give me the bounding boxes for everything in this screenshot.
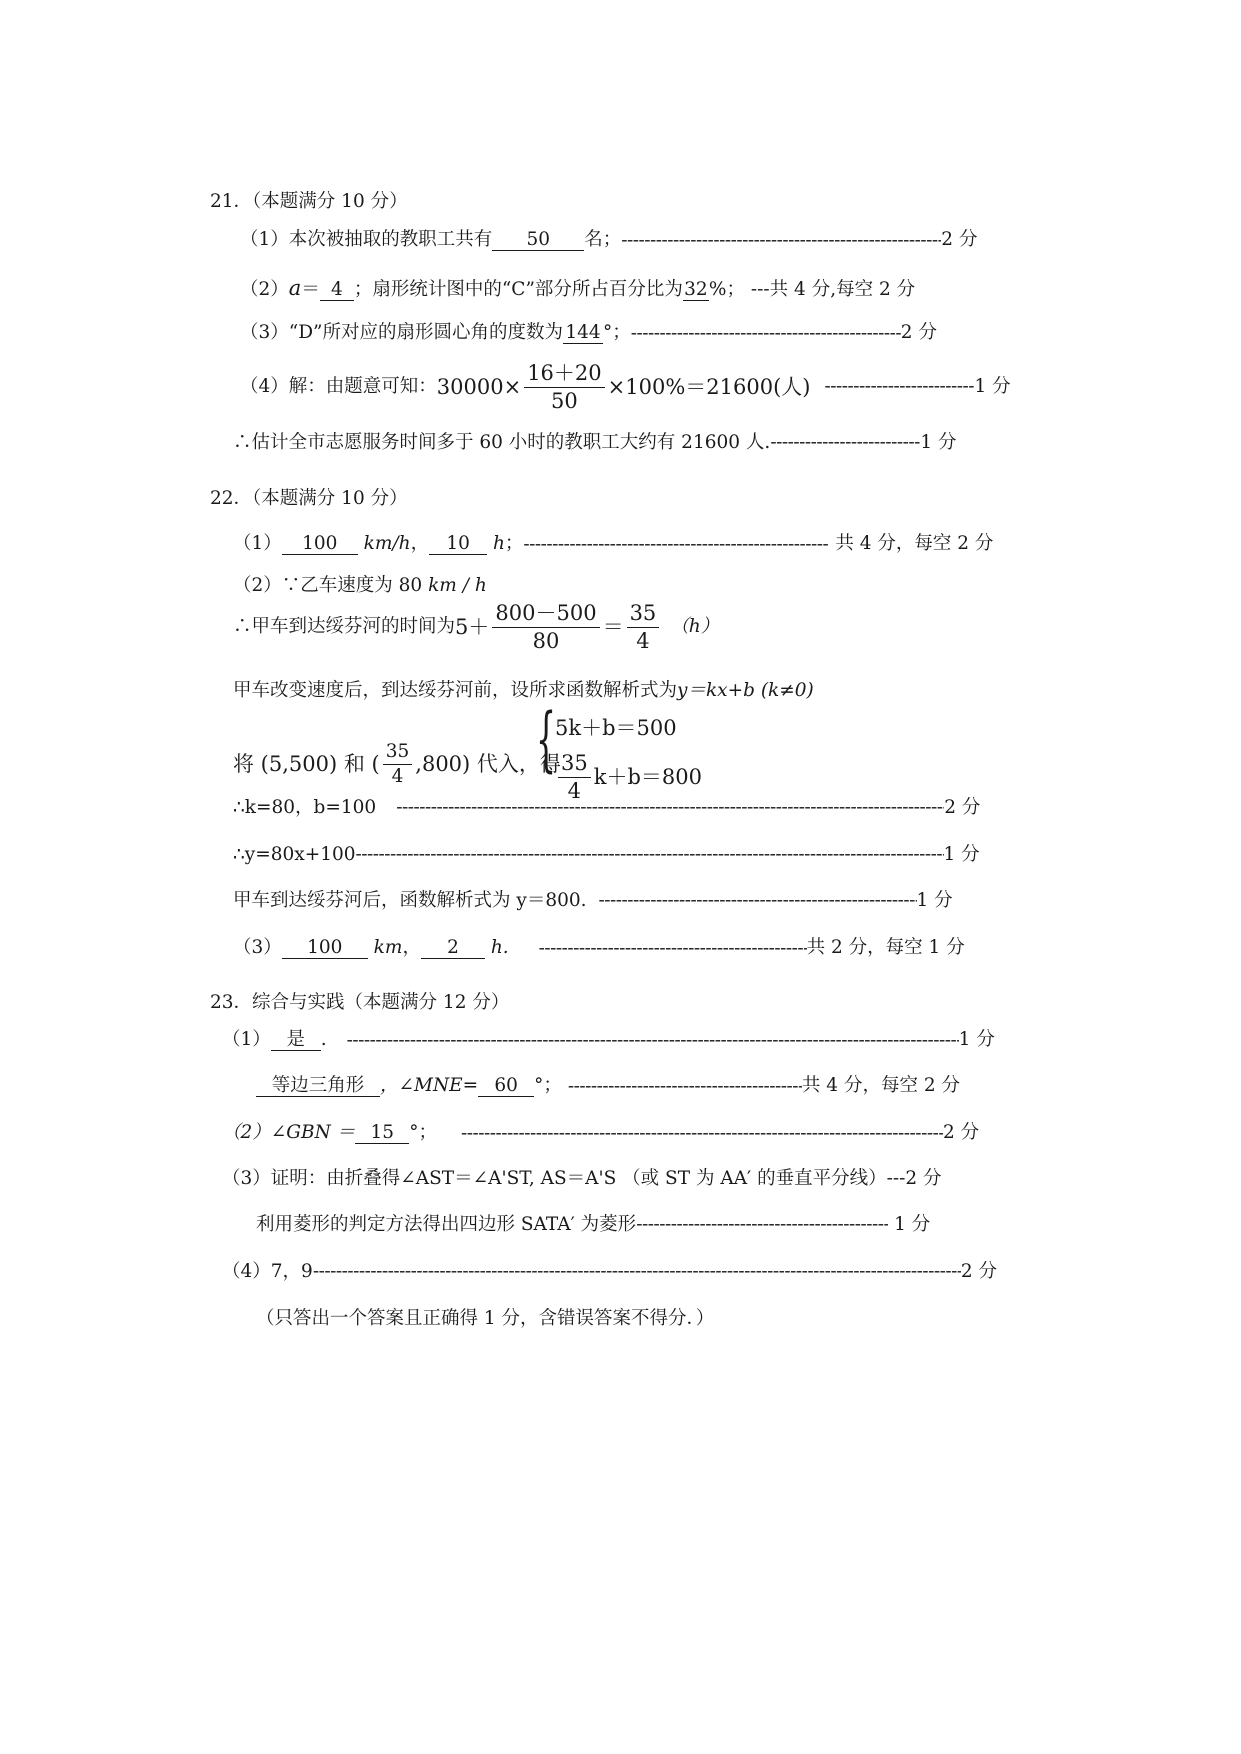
dash-leader <box>631 325 901 344</box>
q23-answer-angle: 60 <box>478 1077 534 1097</box>
q23-answer-shape: 等边三角形 <box>256 1077 380 1097</box>
fraction: $\frac{35}{4}$ <box>558 752 591 803</box>
fraction: $\frac{35}{4}$ <box>383 742 413 788</box>
score-label: 2 分 <box>960 1261 997 1282</box>
q22-answer-time: 10 <box>429 535 487 555</box>
q21-header: 21．（本题满分 10 分） <box>210 191 408 212</box>
q23-part2: （2）∠GBN ＝ 15 °；----- 2 分 <box>222 1124 979 1144</box>
score-label: 1 分 <box>974 376 1011 398</box>
q23-part1: （1） 是 .----- 1 分 <box>222 1031 995 1051</box>
q23-part3b: 利用菱形的判定方法得出四边形 SATA′ 为菱形----- 1 分 <box>256 1216 930 1235</box>
q21-answer-a: 4 <box>320 281 354 301</box>
fraction: $\frac{35}{4}$ <box>627 602 660 653</box>
score-label: 共 4 分，每空 2 分 <box>801 1075 960 1096</box>
q23-answer-1: 是 <box>271 1031 321 1051</box>
q21-part4: （4）解：由题意可知： 30000× $\frac{16+20}{50}$ ×100%＝21600(人) ----- 1 分 <box>240 362 1011 413</box>
q23-note: （只答出一个答案且正确得 1 分，含错误答案不得分．） <box>256 1308 715 1329</box>
score-label: 1 分 <box>920 432 957 453</box>
q22-header: 22．（本题满分 10 分） <box>210 488 408 509</box>
score-label: 2 分 <box>944 797 981 818</box>
q21-answer-3: 144 <box>563 324 603 344</box>
score-label: ---2 分 <box>886 1168 942 1189</box>
score-label: 共 2 分，每空 1 分 <box>806 937 965 958</box>
system-brace: { <box>536 698 557 780</box>
q22-answer-3a: 100 <box>282 939 368 959</box>
q22-part2-kb: ∴k=80，b=100----- 2 分 <box>233 799 980 818</box>
score-label: 共 4 分，每空 2 分 <box>835 533 994 554</box>
dash-leader <box>356 846 944 865</box>
dash-leader <box>621 232 941 251</box>
q21-answer-1: 50 <box>492 231 584 251</box>
score-label: 1 分 <box>958 1029 995 1050</box>
q22-part2-function: ∴y=80x+100----- 1 分 <box>233 846 980 865</box>
dash-leader <box>461 1125 943 1144</box>
q22-part2-given: （2）∵乙车速度为 80 km / h <box>233 575 487 596</box>
q22-part3: （3） 100 km， 2 h.----- 共 2 分，每空 1 分 <box>233 939 965 959</box>
score-label: 2 分 <box>941 229 978 250</box>
dash-leader <box>636 1216 888 1235</box>
system-equation-1: 5k＋b＝500 <box>555 716 677 740</box>
score-label: 2 分 <box>900 322 937 343</box>
dash-leader <box>347 1032 959 1051</box>
q23-answer-2: 15 <box>355 1124 409 1144</box>
score-label: 1 分 <box>894 1214 931 1235</box>
q22-part1: （1） 100 km/h， 10 h；----- 共 4 分，每空 2 分 <box>233 535 993 555</box>
dash-leader <box>523 536 829 555</box>
q22-answer-speed: 100 <box>282 535 358 555</box>
q21-part3: （3）“D”所对应的扇形圆心角的度数为 144 °；----- 2 分 <box>240 324 937 344</box>
score-label: 2 分 <box>942 1122 980 1143</box>
q22-part2-time: ∴甲车到达绥芬河的时间为 5＋ $\frac{800-500}{80}$ ＝ $\frac{35}{4}$ （h） <box>233 601 720 654</box>
system-equation-2: $\frac{35}{4}$ k＋b＝800 <box>555 752 702 803</box>
fraction: $\frac{800-500}{80}$ <box>492 602 599 653</box>
fraction: $\frac{16+20}{50}$ <box>524 362 604 413</box>
q21-part2: （2）a＝ 4 ；扇形统计图中的“C”部分所占百分比为32%； ---共 4 分,每空 2 分 <box>240 276 916 300</box>
q23-part1b: 等边三角形 ，∠MNE= 60 °；----- 共 4 分，每空 2 分 <box>256 1077 960 1097</box>
score-label: ---共 4 分,每空 2 分 <box>750 279 916 300</box>
q23-part4: （4）7，9----- 2 分 <box>222 1263 997 1282</box>
q23-header: 23．综合与实践（本题满分 12 分） <box>210 992 510 1013</box>
q22-part2-substitute: 将 (5,500) 和 ( $\frac{35}{4}$ ,800) 代入，得 <box>233 741 561 788</box>
q22-answer-3b: 2 <box>421 939 485 959</box>
score-label: 1 分 <box>943 844 980 865</box>
dash-leader <box>824 378 974 397</box>
dash-leader <box>599 892 917 911</box>
dash-leader <box>396 799 944 818</box>
q21-answer-pct: 32 <box>684 279 708 300</box>
q22-part2-setup: 甲车改变速度后，到达绥芬河前，设所求函数解析式为y＝kx+b (k≠0) <box>233 680 814 701</box>
dash-leader <box>313 1263 961 1282</box>
dash-leader <box>568 1078 802 1097</box>
q23-part3: （3）证明：由折叠得∠AST＝∠A'ST, AS＝A'S （或 ST 为 AA′ 的垂直平分线）---2 分 <box>222 1168 942 1189</box>
q21-conclusion: ∴估计全市志愿服务时间多于 60 小时的教职工大约有 21600 人.----- 1 分 <box>233 434 956 453</box>
dash-leader <box>770 434 920 453</box>
dash-leader <box>539 940 807 959</box>
score-label: 1 分 <box>916 890 953 911</box>
q22-part2-after: 甲车到达绥芬河后，函数解析式为 y＝800.----- 1 分 <box>233 892 953 911</box>
q21-part1: （1）本次被抽取的教职工共有 50 名；----- 2 分 <box>240 231 977 251</box>
